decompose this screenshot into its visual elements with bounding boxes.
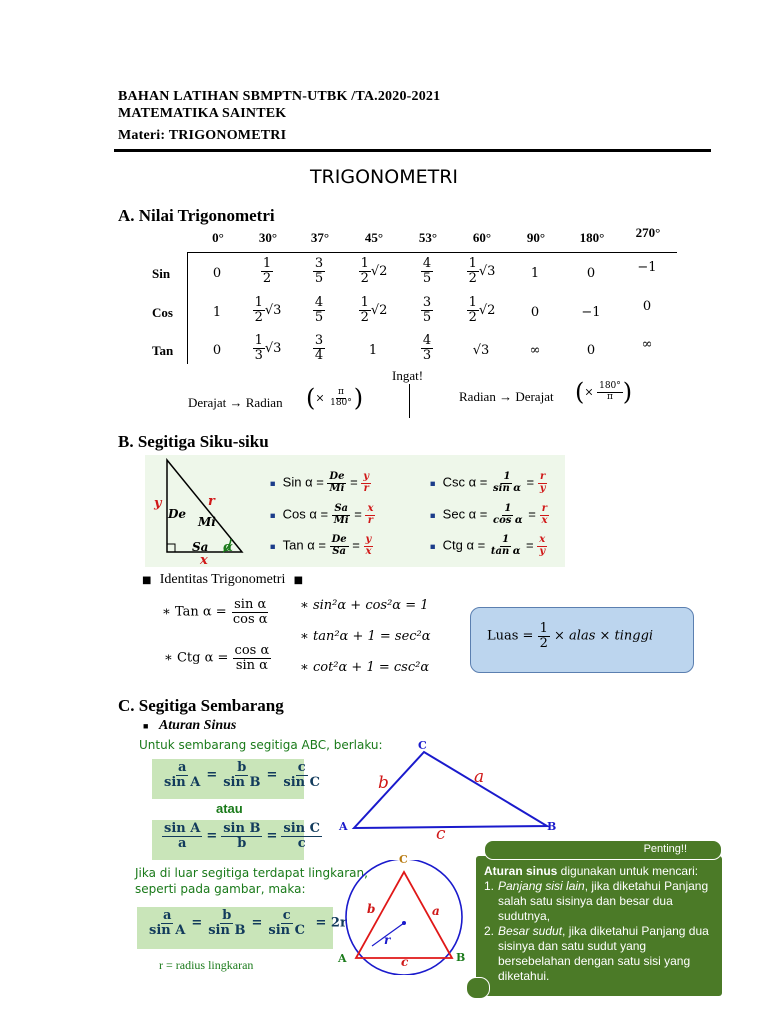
radius-note (159, 958, 253, 973)
table-cell: $\frac{3}{5}$ (314, 256, 324, 286)
penting-note (476, 856, 722, 996)
col-header: 53° (418, 230, 438, 245)
ctg-def-num: cos α (234, 643, 270, 658)
row-label-cos: Cos (152, 305, 173, 320)
table-cell: 0 (642, 299, 652, 314)
table-cell: −1 (637, 260, 657, 275)
intro-text: Untuk sembarang segitiga ABC, berlaku: (139, 738, 383, 752)
pythagorean-identity-1: ∗ sin²α + cos²α = 1 (300, 598, 429, 613)
header-line-3: Materi: TRIGONOMETRI (118, 128, 287, 143)
ratio-formula: ■ Sin α = $\frac{De}{Mi}$ = $\frac{y}{r}$ (270, 471, 370, 494)
rule-fraction: $\frac{\text{sin A}}{a}$ (164, 821, 201, 851)
circle-text-1: Jika di luar segitiga terdapat lingkaran, (135, 866, 368, 880)
rule-fraction: $\frac{c}{\text{sin C}}$ (268, 908, 305, 938)
rule-fraction: $\frac{b}{\text{sin B}}$ (208, 908, 246, 938)
sine-rule-2: $\frac{\text{sin A}}{a}$ = $\frac{\text{sin B}}{b}$ = $\frac{\text{sin C}}{c}$ (164, 821, 320, 851)
table-header (198, 225, 678, 250)
tri-label-alpha: α (223, 540, 234, 555)
col-header: 60° (472, 230, 492, 245)
row-label-sin: Sin (152, 266, 171, 281)
circle-vertex-a: A (338, 952, 347, 965)
area-formula-box (470, 607, 694, 673)
rule-fraction: $\frac{b}{\text{sin B}}$ (223, 760, 261, 790)
header-divider (114, 149, 711, 152)
col-header: 30° (258, 230, 278, 245)
atau-label: atau (216, 801, 243, 816)
section-b-heading: B. Segitiga Siku-siku (118, 432, 269, 451)
circle-side-b: b (367, 902, 376, 916)
table-cell: 0 (586, 343, 596, 358)
sine-rule-1: $\frac{a}{\text{sin A}}$ = $\frac{b}{\text{sin B}}$ = $\frac{c}{\text{sin C}}$ (164, 760, 320, 790)
table-cell: ∞ (641, 337, 653, 352)
table-cell: $\frac{4}{3}$ (422, 333, 432, 363)
tri-label-x: x (200, 553, 208, 568)
rad-to-deg-factor: (× $\frac{180^\circ}{\pi}$ ) (575, 378, 633, 406)
header-line-2: MATEMATIKA SAINTEK (118, 106, 287, 121)
radius-note-text: r = radius lingkaran (159, 958, 254, 972)
tan-def-den: cos α (232, 611, 268, 627)
penting-item2-rest: , jika diketahui Panjang dua sisinya dan satu sudut yang bersebelahan dengan satu sisi yang diketahui. (498, 924, 709, 983)
penting-badge: Penting!! (643, 843, 687, 855)
penting-intro-bold: Aturan sinus (484, 864, 558, 878)
area-rhs: × alas × tinggi (554, 628, 654, 644)
section-a-heading: A. Nilai Trigonometri (118, 206, 275, 225)
table-cell: $\frac{3}{4}$ (314, 333, 324, 363)
table-cell: $\frac{4}{5}$ (314, 295, 324, 325)
col-header: 37° (310, 230, 330, 245)
circle-side-c: c (401, 955, 409, 969)
table-cell: $\frac{3}{5}$ (422, 295, 432, 325)
table-cell: 1 (212, 305, 222, 320)
deg-to-rad-factor: (× $\frac{\pi}{180^\circ}$ ) (306, 384, 364, 412)
ratio-formula: ■ Csc α = $\frac{1}{\text{sin α}}$ = $\frac{r}{y}$ (430, 471, 546, 494)
rule-fraction: $\frac{a}{\text{sin A}}$ (149, 908, 186, 938)
ratio-formula: ■ Ctg α = $\frac{1}{\text{tan α}}$ = $\frac{x}{y}$ (430, 534, 546, 557)
ctg-def-den: sin α (235, 657, 268, 673)
pythagorean-identity-2: ∗ tan²α + 1 = sec²α (300, 629, 431, 644)
penting-banner (484, 840, 722, 860)
col-header: 270° (635, 225, 661, 240)
table-cell: 0 (530, 305, 540, 320)
scalene-triangle-figure (340, 740, 560, 840)
table-left-rule (187, 252, 188, 364)
table-cell: 1 (368, 343, 378, 358)
subheading-aturan-sinus: ■ Aturan Sinus (143, 718, 237, 733)
deg-to-rad-label: Derajat → Radian (188, 395, 283, 410)
sine-rule-3: $\frac{a}{\text{sin A}}$ = $\frac{b}{\text{sin B}}$ = $\frac{c}{\text{sin C}}$ = 2r (149, 908, 347, 938)
tan-def-num: sin α (234, 597, 267, 612)
rule-fraction: $\frac{\text{sin C}}{c}$ (283, 821, 320, 851)
header-line-1: BAHAN LATIHAN SBMPTN-UTBK /TA.2020-2021 (118, 89, 441, 104)
tan-def-lhs: ∗ Tan α = (162, 604, 227, 620)
table-cell: $\frac{1}{2}$ √2 (360, 256, 388, 286)
col-header: 180° (579, 230, 605, 245)
vertex-a-label: A (339, 820, 348, 833)
ratio-formula: ■ Cos α = $\frac{Sa}{Mi}$ = $\frac{x}{r}$ (270, 503, 374, 526)
penting-item1-italic: Panjang sisi lain (498, 879, 585, 893)
tri-label-y: y (154, 496, 162, 511)
area-lhs: Luas = (487, 628, 534, 644)
vertex-b-label: B (547, 820, 557, 833)
penting-intro-rest: digunakan untuk mencari: (557, 864, 699, 878)
ingat-label: Ingat! (392, 368, 424, 383)
pythagorean-identity-3: ∗ cot²α + 1 = csc²α (300, 660, 430, 675)
table-cell: $\frac{1}{2}$ √2 (360, 295, 388, 325)
circle-radius-r: r (384, 933, 391, 947)
rule-fraction: $\frac{\text{sin B}}{b}$ (223, 821, 261, 851)
penting-body (484, 864, 716, 984)
area-den: 2 (539, 635, 548, 651)
col-header: 45° (364, 230, 384, 245)
subheading-label: Aturan Sinus (158, 718, 237, 733)
tri-label-de: De (168, 507, 187, 521)
penting-intro (484, 864, 716, 879)
ingat-divider (409, 384, 410, 418)
circle-side-a: a (432, 904, 440, 918)
tri-label-sa: Sa (192, 540, 209, 554)
table-cell: $\frac{1}{2}$ √3 (254, 295, 282, 325)
col-header: 90° (526, 230, 546, 245)
row-label-tan: Tan (152, 343, 174, 358)
tan-definition (162, 598, 270, 626)
penting-item2-italic: Besar sudut (498, 924, 563, 938)
ctg-definition (164, 644, 271, 672)
page-title: TRIGONOMETRI (309, 166, 459, 188)
table-cell: 1 (530, 266, 540, 281)
table-cell: $\frac{1}{3}$ √3 (254, 333, 282, 363)
rad-to-deg-label: Radian → Derajat (459, 389, 554, 404)
scroll-curl (466, 977, 490, 999)
tri-label-r: r (208, 494, 215, 509)
table-top-rule (187, 252, 677, 253)
rule-fraction: $\frac{a}{\text{sin A}}$ (164, 760, 201, 790)
table-cell: −1 (581, 305, 601, 320)
circle-text-2: seperti pada gambar, maka: (135, 882, 306, 896)
side-b-label: b (378, 773, 389, 793)
table-cell: 0 (212, 343, 222, 358)
table-cell: ∞ (529, 343, 541, 358)
penting-item-1: 1. Panjang sisi lain, jika diketahui Panjang salah satu sisinya dan besar dua sudutnya, (484, 879, 709, 923)
ctg-def-lhs: ∗ Ctg α = (164, 650, 229, 666)
identitas-label: Identitas Trigonometri (159, 572, 286, 587)
section-c-heading: C. Segitiga Sembarang (118, 696, 284, 715)
penting-item-2: 2. Besar sudut, jika diketahui Panjang dua sisinya dan satu sudut yang bersebelahan dengan satu sisi yang diketahui. (484, 924, 709, 983)
table-cell: √3 (472, 343, 490, 358)
area-num: 1 (539, 621, 548, 636)
circle-vertex-c: C (399, 853, 408, 866)
identitas-heading: ■ Identitas Trigonometri ■ (142, 572, 304, 587)
table-cell: 0 (212, 266, 222, 281)
rule-fraction: $\frac{c}{\text{sin C}}$ (283, 760, 320, 790)
ratio-formula: ■ Sec α = $\frac{1}{\text{cos α}}$ = $\frac{r}{x}$ (430, 503, 548, 526)
table-cell: $\frac{1}{2}$ √3 (468, 256, 496, 286)
table-cell: 0 (586, 266, 596, 281)
table-cell: $\frac{1}{2}$ (262, 256, 272, 286)
side-c-label: c (436, 824, 446, 844)
penting-item1-rest: , jika diketahui Panjang salah satu sisinya dan besar dua sudutnya, (498, 879, 709, 923)
side-a-label: a (474, 767, 485, 787)
ratio-formula: ■ Tan α = $\frac{De}{Sa}$ = $\frac{y}{x}$ (270, 534, 372, 557)
tri-label-mi: Mi (198, 515, 216, 529)
area-formula (487, 622, 653, 650)
vertex-c-label: C (418, 739, 427, 752)
table-cell: $\frac{4}{5}$ (422, 256, 432, 286)
col-header: 0° (212, 230, 224, 245)
circle-vertex-b: B (456, 951, 466, 964)
table-cell: $\frac{1}{2}$ √2 (468, 295, 496, 325)
